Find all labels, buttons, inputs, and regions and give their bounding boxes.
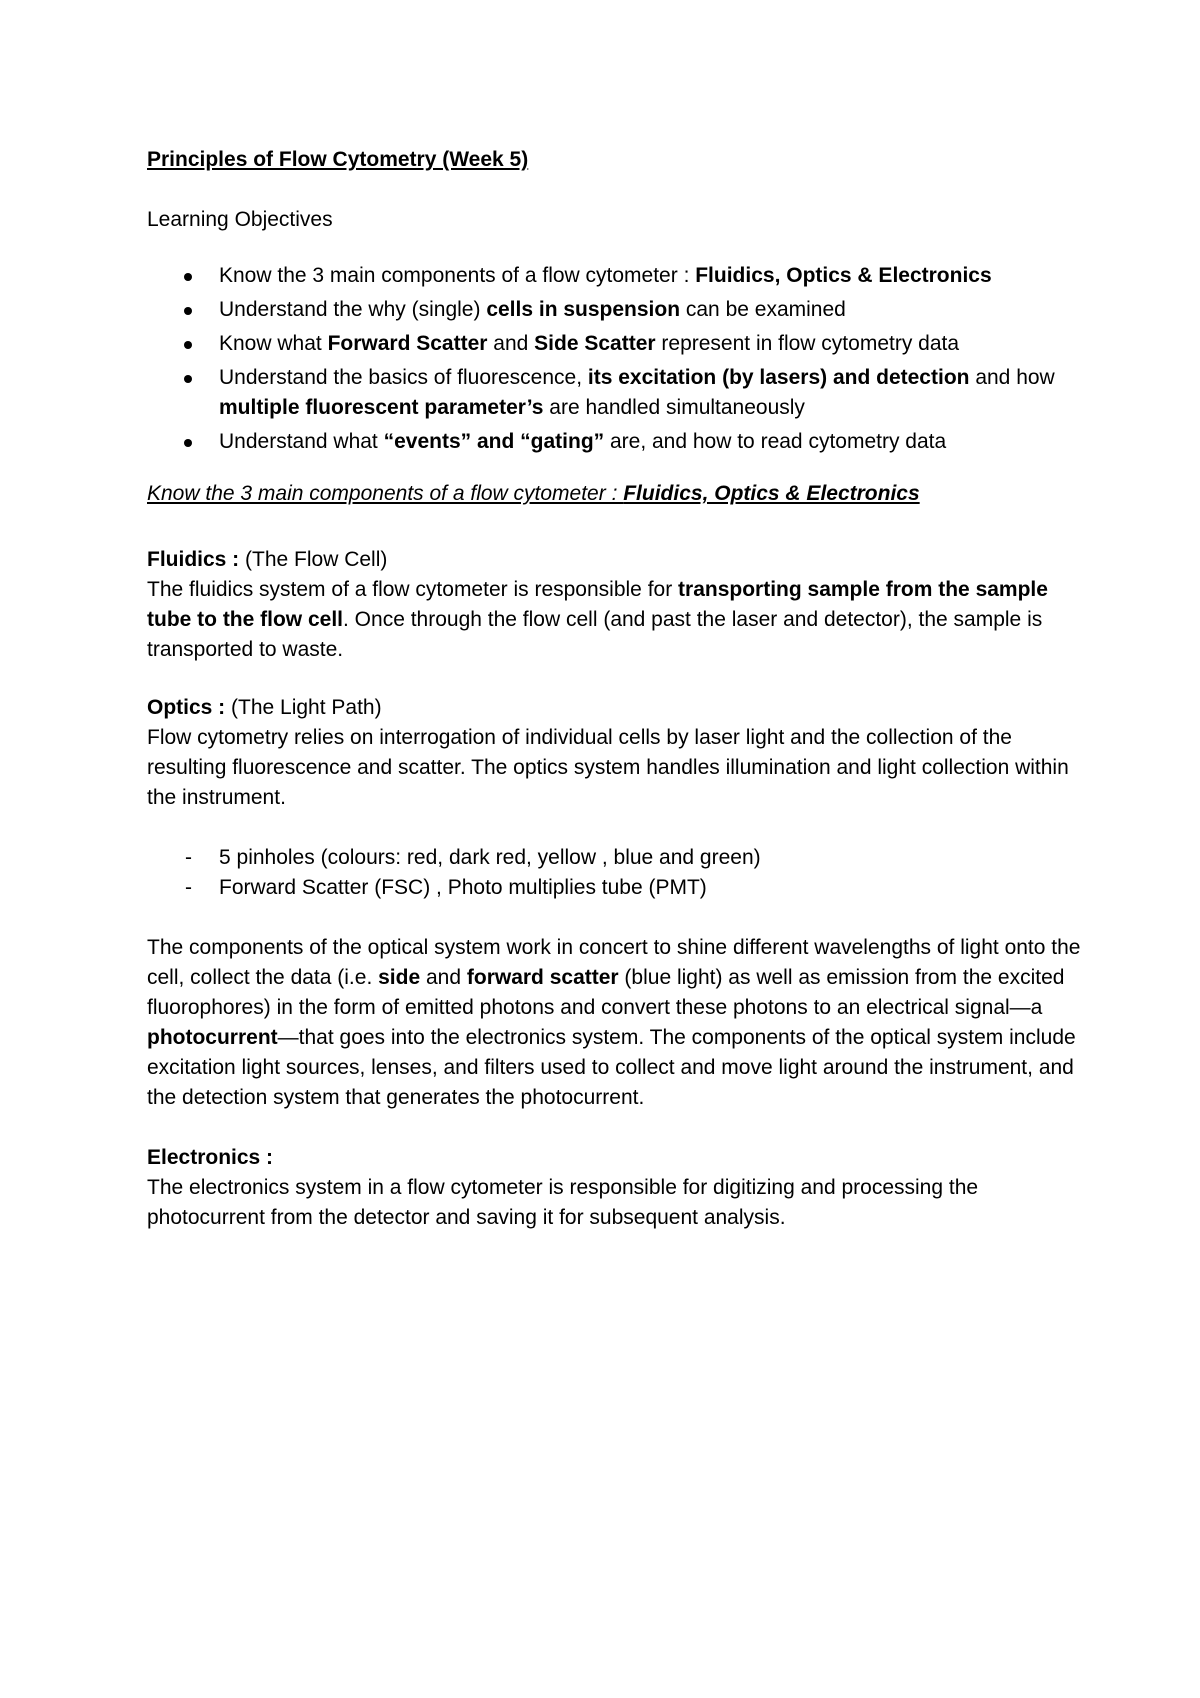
fluidics-heading: Fluidics : (The Flow Cell) <box>147 548 388 571</box>
optics-dash-list <box>147 843 1087 903</box>
bullet-icon <box>184 375 192 383</box>
optics-paragraph: Flow cytometry relies on interrogation of individual cells by laser light and the collection of the resulting fluorescence and scatter. The optics system handles illumination and light collection within the instrument. <box>147 726 1069 809</box>
optics-paragraph-2: The components of the optical system work in concert to shine different wavelengths of light onto the cell, collect the data (i.e. side and forward scatter (blue light) as well as emission from the excited fluorophores) in the form of emitted photons and convert these photons to an electrical signal—a photocurrent—that goes into the electronics system. The components of the optical system include excitation light sources, lenses, and filters used to collect and move light around the instrument, and the detection system that generates the photocurrent. <box>147 936 1081 1109</box>
objective-item: Know the 3 main components of a flow cytometer : Fluidics, Optics & Electronics <box>147 261 1087 291</box>
objective-item: Know what Forward Scatter and Side Scatter represent in flow cytometry data <box>147 329 1087 359</box>
bullet-icon <box>184 439 192 447</box>
bullet-icon <box>184 273 192 281</box>
learning-objectives-label: Learning Objectives <box>147 208 333 231</box>
dash-item: - 5 pinholes (colours: red, dark red, yellow , blue and green) <box>147 843 1087 873</box>
dash-item: - Forward Scatter (FSC) , Photo multiplies tube (PMT) <box>147 873 1087 903</box>
dash-icon: - <box>185 846 192 869</box>
document-page <box>147 145 1087 1233</box>
section-heading: Know the 3 main components of a flow cytometer : Fluidics, Optics & Electronics <box>147 482 920 505</box>
objective-item: Understand what “events” and “gating” are, and how to read cytometry data <box>147 427 1087 457</box>
fluidics-paragraph: The fluidics system of a flow cytometer is responsible for transporting sample from the sample tube to the flow cell. Once through the flow cell (and past the laser and detector), the sample is transported to waste. <box>147 578 1048 661</box>
bullet-icon <box>184 341 192 349</box>
bullet-icon <box>184 307 192 315</box>
objective-item: Understand the why (single) cells in suspension can be examined <box>147 295 1087 325</box>
dash-icon: - <box>185 876 192 899</box>
objectives-list <box>147 261 1087 457</box>
objective-item: Understand the basics of fluorescence, its excitation (by lasers) and detection and how multiple fluorescent parameter’s are handled simultaneously <box>147 363 1087 423</box>
document-title: Principles of Flow Cytometry (Week 5) <box>147 148 529 171</box>
electronics-heading: Electronics : <box>147 1146 274 1169</box>
optics-heading: Optics : (The Light Path) <box>147 696 382 719</box>
electronics-paragraph: The electronics system in a flow cytometer is responsible for digitizing and processing the photocurrent from the detector and saving it for subsequent analysis. <box>147 1176 979 1229</box>
